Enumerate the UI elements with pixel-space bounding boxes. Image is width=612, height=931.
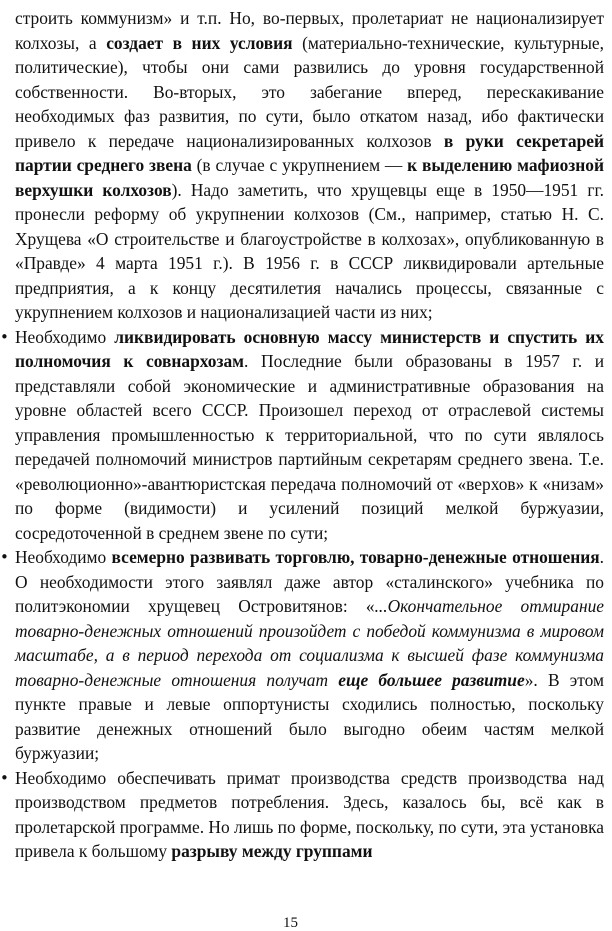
text-run: . О необходимости этого заявлял даже автор «сталинского» учебника по политэкономии хрущевец Островитянов: « (15, 547, 605, 616)
bullet-item (15, 545, 604, 766)
text-run: Необходимо (15, 547, 112, 567)
bold-text: ликвидировать основную массу министерств и спустить их полномочия к совнархозам (15, 326, 604, 371)
bold-text: в руки секретарей партии среднего звена (15, 130, 604, 175)
text-run: строить коммунизм» и т.п. Но, во-первых, пролетариат не национализирует колхозы, а (15, 8, 604, 53)
bullet-item (15, 766, 604, 864)
bullet-list (15, 325, 604, 864)
bold-italic-text: еще большее развитие (338, 669, 525, 690)
italic-text: ...Окончательное отмирание товарно-денежных отношений произойдет с победой коммунизма в мировом масштабе, а в период перехода от социализма к высшей фазе коммунизма товарно-денежные отношения получат (15, 596, 604, 690)
paragraph-continuation (15, 6, 604, 325)
bullet-item (15, 325, 604, 546)
bold-text: создает в них условия (106, 32, 293, 53)
text-run: (в случае с укрупнением — (191, 155, 408, 175)
text-run: Необходимо обеспечивать примат производства средств производства над производством предметов потребления. Здесь, казалось бы, всё как в пролетарской программе. Но лишь по форме, поскольку, по сути, эта установка привела к большому (15, 767, 605, 861)
text-run: ». В этом пункте правые и левые оппортунисты сходились полностью, поскольку развитие денежных отношений было выгодно обеим частям мелкой буржуазии; (15, 669, 604, 763)
bold-text: разрыву между группами (171, 841, 373, 861)
text-run: . Последние были образованы в 1957 г. и представляли собой экономические и административные образования на уровне областей всего СССР. Произошел переход от отраслевой системы управления промышленностью к территориальной, что по сути являлось передачей полномочий министров партийным секретарям среднего звена. Т.е. «революционно»-авантюристская передача полномочий от «верхов» к «низам» по форме (видимости) и усилений позиций мелкой буржуазии, сосредоточенной в среднем звене по сути; (15, 351, 604, 543)
bold-italic-run (338, 670, 524, 690)
bold-text: всемерно развивать торговлю, товарно-денежные отношения (111, 547, 600, 567)
text-run: ). Надо заметить, что хрущевцы еще в 1950—1951 гг. пронесли реформу об укрупнении колхозов (См., например, статью Н. С. Хрущева «О строительстве и благоустройстве в колхозах», опубликованную в «Правде» 4 марта 1951 г.). В 1956 г. в СССР ликвидировали артельные предприятия, а к концу десятилетия начались процессы, связанные с укрупнением колхозов и национализацией части из них; (15, 179, 604, 322)
page-number: 15 (283, 915, 298, 931)
text-run: (материально-технические, культурные, политические), чтобы они сами развились до уровня государственной собственности. Во-вторых, это забегание вперед, перескакивание необходимых фаз развития, по сути, было откатом назад, ибо фактически привело к передаче национализированных колхозов (15, 32, 604, 151)
text-run: Необходимо (15, 326, 115, 347)
bold-text: к выделению мафиозной верхушки колхозов (15, 155, 605, 200)
